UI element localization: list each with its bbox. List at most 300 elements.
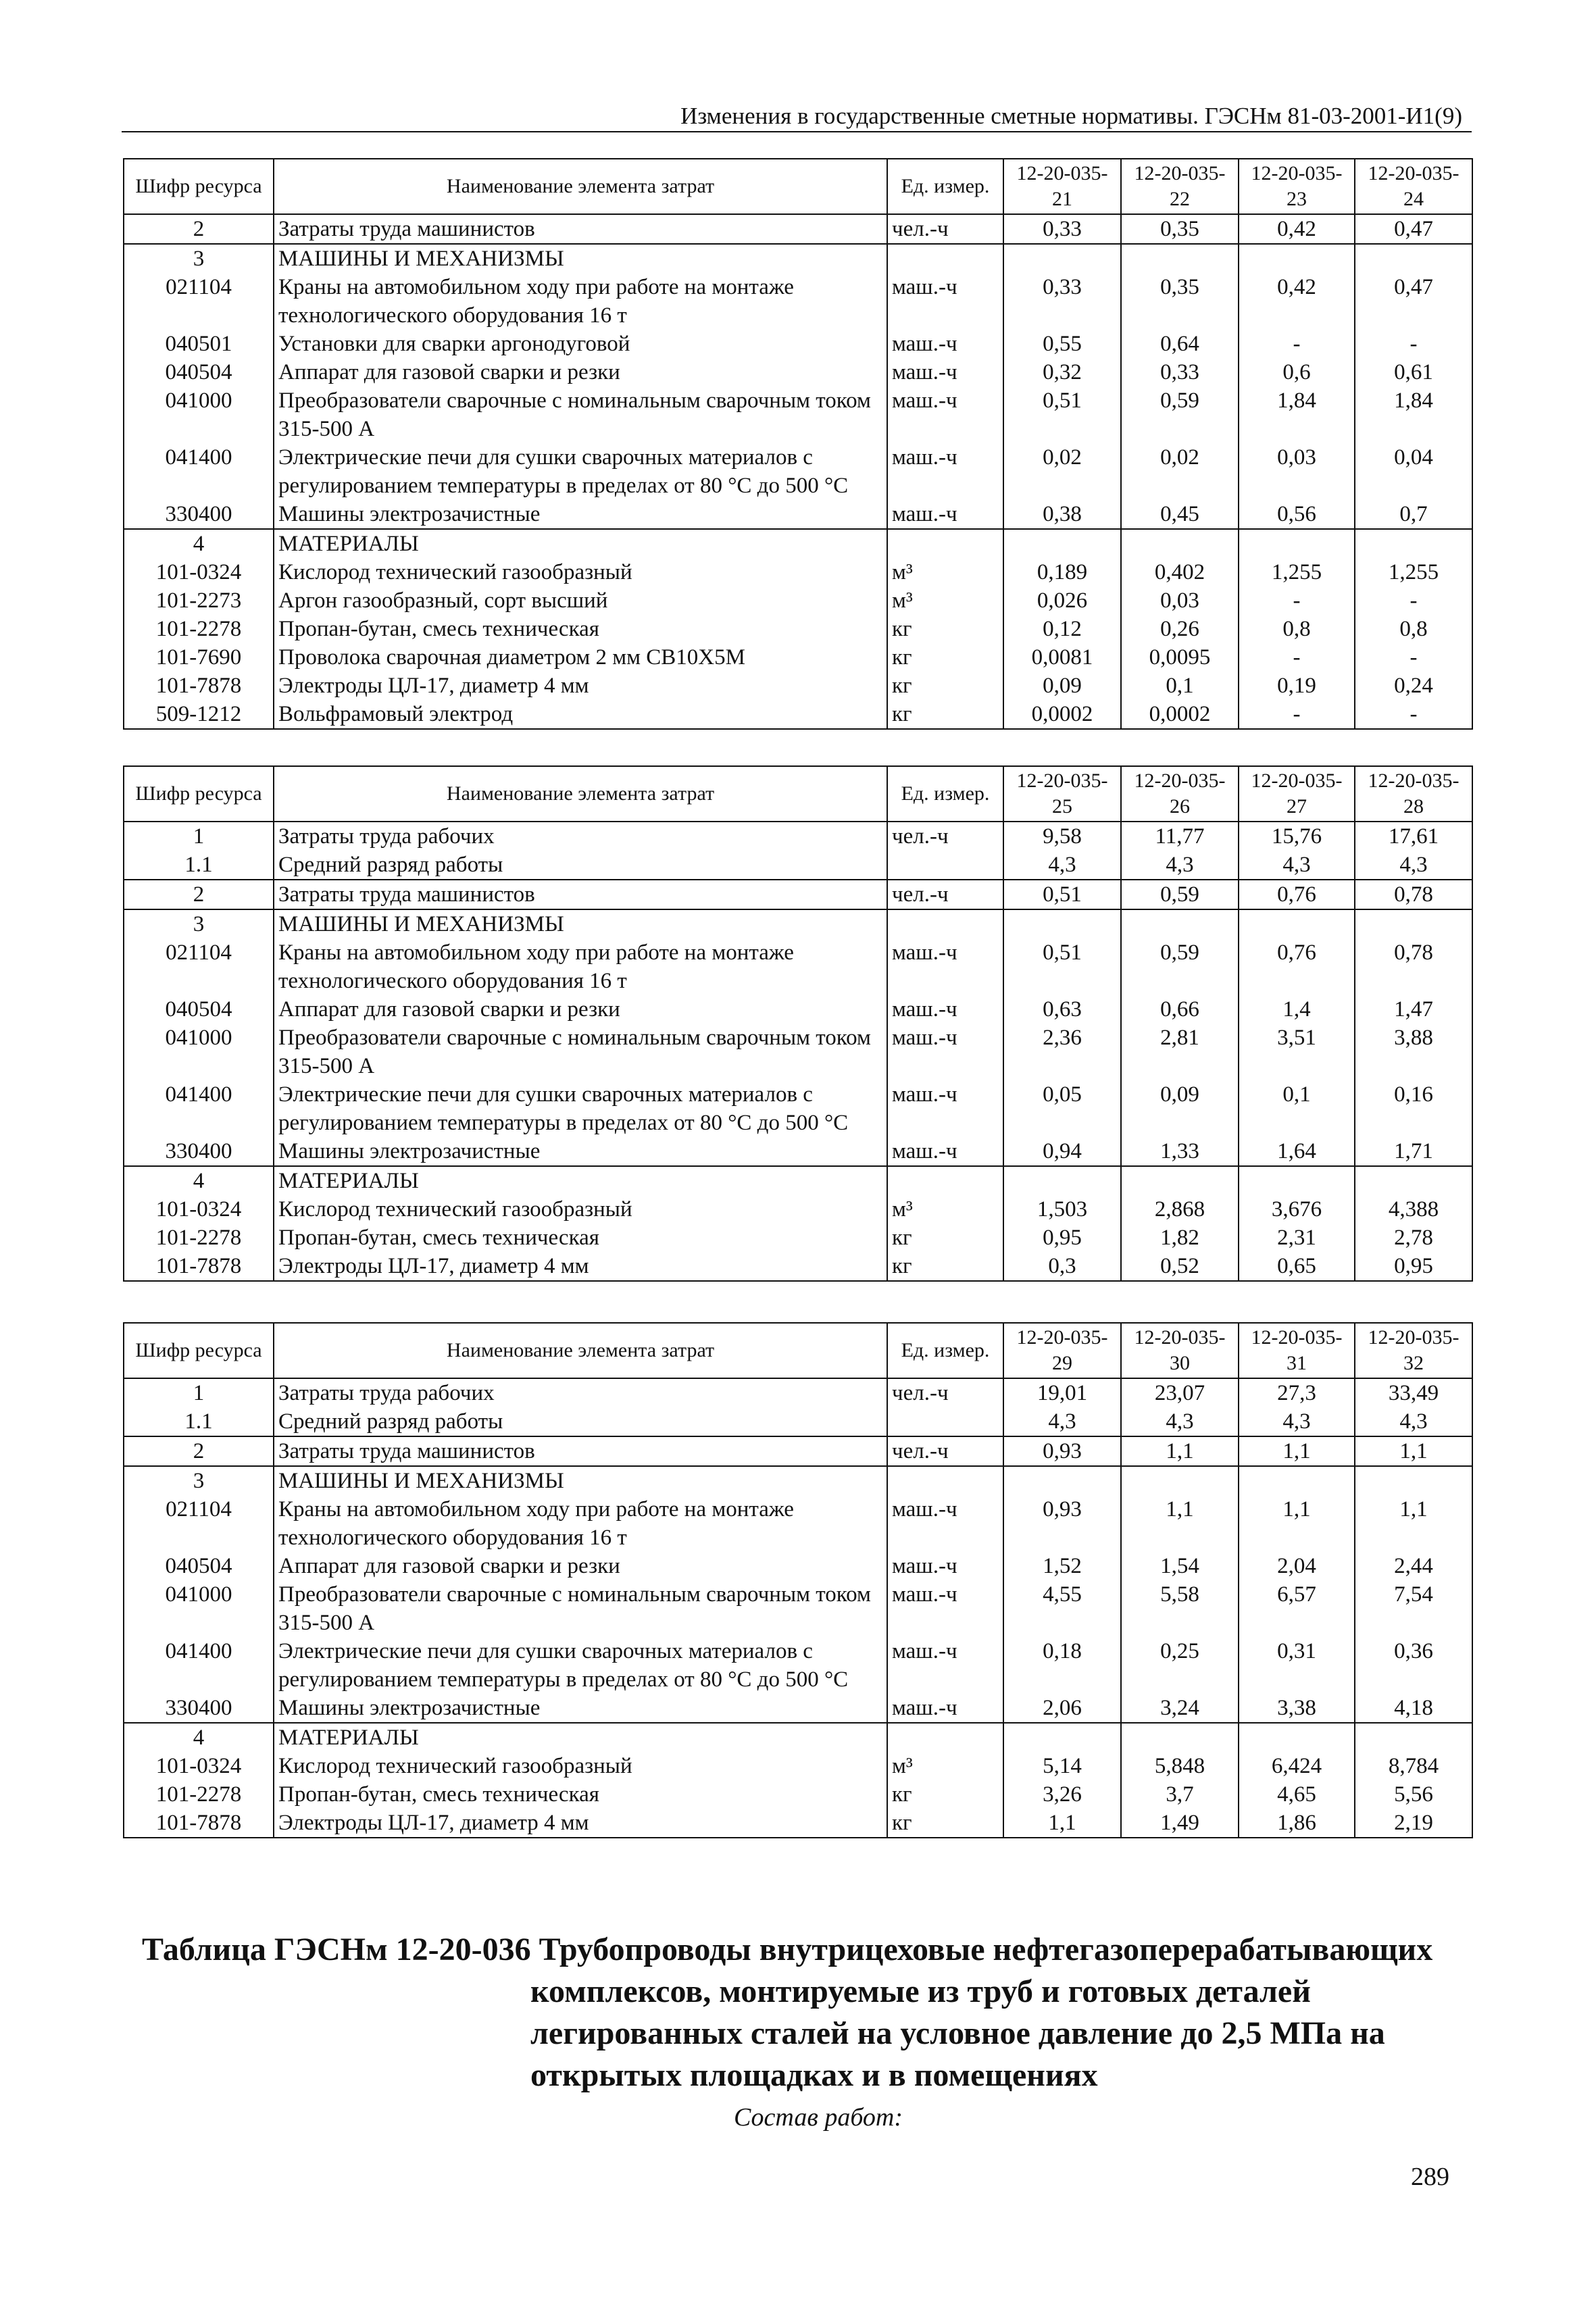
resource-code: 021104 [124, 938, 274, 995]
resource-name: Аргон газообразный, сорт высший [274, 586, 887, 615]
resource-code: 040504 [124, 1552, 274, 1580]
resource-code: 040501 [124, 330, 274, 358]
norm-value: 0,8 [1239, 615, 1355, 643]
resource-code: 041000 [124, 1024, 274, 1080]
resource-name: Машины электрозачистные [274, 1137, 887, 1166]
norm-value: 2,06 [1003, 1694, 1121, 1723]
norm-value: 6,57 [1239, 1580, 1355, 1637]
norm-value: 8,784 [1355, 1752, 1472, 1780]
resource-code: 101-2278 [124, 615, 274, 643]
resource-name: Электроды ЦЛ-17, диаметр 4 мм [274, 1809, 887, 1838]
norm-value: 4,18 [1355, 1694, 1472, 1723]
norm-value: 1,33 [1121, 1137, 1239, 1166]
norm-value [1121, 909, 1239, 938]
norm-value: 3,88 [1355, 1024, 1472, 1080]
table-row [124, 1552, 1472, 1580]
resource-name: Преобразователи сварочные с номинальным сварочным током 315-500 А [274, 1024, 887, 1080]
norm-value: 0,45 [1121, 500, 1239, 529]
unit-of-measure: чел.-ч [887, 1378, 1003, 1407]
table-row [124, 330, 1472, 358]
resource-code: 3 [124, 1466, 274, 1495]
norm-value: 0,09 [1121, 1080, 1239, 1137]
resource-table-3 [123, 1322, 1473, 1838]
col-header-unit: Ед. измер. [887, 159, 1003, 214]
norm-value: 2,04 [1239, 1552, 1355, 1580]
unit-of-measure: маш.-ч [887, 386, 1003, 443]
norm-value: 0,24 [1355, 672, 1472, 700]
unit-of-measure: чел.-ч [887, 1436, 1003, 1466]
norm-value: 0,36 [1355, 1637, 1472, 1694]
norm-value [1239, 1466, 1355, 1495]
unit-of-measure: м³ [887, 1195, 1003, 1224]
unit-of-measure: маш.-ч [887, 273, 1003, 330]
col-header-code: Шифр ресурса [124, 159, 274, 214]
table-row [124, 1195, 1472, 1224]
norm-value: 1,503 [1003, 1195, 1121, 1224]
norm-value: 5,14 [1003, 1752, 1121, 1780]
col-header-norm: 12-20-035-24 [1355, 159, 1472, 214]
norm-value: 1,255 [1355, 558, 1472, 586]
resource-name: МАТЕРИАЛЫ [274, 1723, 887, 1752]
resource-code: 1 [124, 822, 274, 851]
resource-code: 101-2278 [124, 1224, 274, 1252]
norm-value: 1,1 [1355, 1436, 1472, 1466]
resource-code: 4 [124, 529, 274, 558]
norm-value: 0,026 [1003, 586, 1121, 615]
resource-code: 2 [124, 1436, 274, 1466]
norm-value [1355, 529, 1472, 558]
resource-name: Преобразователи сварочные с номинальным сварочным током 315-500 А [274, 386, 887, 443]
table-row [124, 700, 1472, 729]
resource-code: 4 [124, 1723, 274, 1752]
norm-value: 4,3 [1239, 1407, 1355, 1436]
unit-of-measure [887, 1166, 1003, 1195]
table-row [124, 500, 1472, 529]
page-number: 289 [1411, 2163, 1449, 2191]
norm-value: 5,848 [1121, 1752, 1239, 1780]
norm-value: 0,26 [1121, 615, 1239, 643]
table-row [124, 1780, 1472, 1809]
resource-name: МАШИНЫ И МЕХАНИЗМЫ [274, 1466, 887, 1495]
col-header-norm: 12-20-035-31 [1239, 1323, 1355, 1378]
norm-value: 0,64 [1121, 330, 1239, 358]
unit-of-measure: кг [887, 643, 1003, 672]
norm-value: 0,78 [1355, 880, 1472, 909]
table-title-line-1: Таблица ГЭСНм 12-20-036 Трубопроводы внутрицеховые нефтегазоперерабатывающих [142, 1932, 1433, 1967]
norm-value [1003, 1466, 1121, 1495]
norm-value: 4,3 [1121, 1407, 1239, 1436]
resource-code: 330400 [124, 500, 274, 529]
col-header-name: Наименование элемента затрат [274, 766, 887, 822]
unit-of-measure: кг [887, 1252, 1003, 1281]
norm-value: 0,76 [1239, 880, 1355, 909]
col-header-code: Шифр ресурса [124, 1323, 274, 1378]
unit-of-measure [887, 1723, 1003, 1752]
unit-of-measure: кг [887, 672, 1003, 700]
norm-value: 0,51 [1003, 386, 1121, 443]
running-header: Изменения в государственные сметные нормативы. ГЭСНм 81-03-2001-И1(9) [122, 103, 1472, 132]
norm-value: 0,03 [1239, 443, 1355, 500]
norm-value: 15,76 [1239, 822, 1355, 851]
resource-name: Электроды ЦЛ-17, диаметр 4 мм [274, 672, 887, 700]
resource-code: 101-7690 [124, 643, 274, 672]
col-header-norm: 12-20-035-22 [1121, 159, 1239, 214]
norm-value: 0,12 [1003, 615, 1121, 643]
norm-value [1239, 529, 1355, 558]
norm-value [1003, 1166, 1121, 1195]
resource-name: Проволока сварочная диаметром 2 мм СВ10Х5М [274, 643, 887, 672]
norm-value [1121, 1723, 1239, 1752]
unit-of-measure: чел.-ч [887, 214, 1003, 244]
norm-value: - [1239, 700, 1355, 729]
norm-value: 2,19 [1355, 1809, 1472, 1838]
unit-of-measure: маш.-ч [887, 995, 1003, 1024]
norm-value [1003, 1723, 1121, 1752]
col-header-norm: 12-20-035-23 [1239, 159, 1355, 214]
resource-name: Затраты труда рабочих [274, 822, 887, 851]
norm-value: 0,0002 [1121, 700, 1239, 729]
resource-table-2 [123, 765, 1473, 1282]
resource-code: 4 [124, 1166, 274, 1195]
resource-name: Кислород технический газообразный [274, 1752, 887, 1780]
resource-name: Аппарат для газовой сварки и резки [274, 995, 887, 1024]
norm-value: 0,59 [1121, 386, 1239, 443]
unit-of-measure: кг [887, 1809, 1003, 1838]
norm-value: 1,47 [1355, 995, 1472, 1024]
table-row [124, 1252, 1472, 1281]
norm-value: 0,1 [1239, 1080, 1355, 1137]
norm-value [1121, 529, 1239, 558]
table-row [124, 1752, 1472, 1780]
norm-value: 2,36 [1003, 1024, 1121, 1080]
col-header-norm: 12-20-035-32 [1355, 1323, 1472, 1378]
norm-value: 0,0095 [1121, 643, 1239, 672]
norm-value: 0,93 [1003, 1495, 1121, 1552]
table-row [124, 1637, 1472, 1694]
unit-of-measure: маш.-ч [887, 1495, 1003, 1552]
norm-value: 19,01 [1003, 1378, 1121, 1407]
resource-name: Краны на автомобильном ходу при работе на монтаже технологического оборудования 16 т [274, 938, 887, 995]
resource-name: Электроды ЦЛ-17, диаметр 4 мм [274, 1252, 887, 1281]
norm-value: 4,3 [1239, 851, 1355, 880]
norm-value: 0,25 [1121, 1637, 1239, 1694]
table-row [124, 909, 1472, 938]
norm-value: 0,42 [1239, 214, 1355, 244]
norm-value: 0,04 [1355, 443, 1472, 500]
unit-of-measure: м³ [887, 558, 1003, 586]
table-title-continuation: комплексов, монтируемые из труб и готовых деталей легированных сталей на условное давление до 2,5 МПа на открытых площадках и в помещениях [530, 1973, 1385, 2093]
norm-value: 1,64 [1239, 1137, 1355, 1166]
norm-value: 0,7 [1355, 500, 1472, 529]
norm-value: 6,424 [1239, 1752, 1355, 1780]
unit-of-measure: маш.-ч [887, 443, 1003, 500]
resource-code: 330400 [124, 1694, 274, 1723]
norm-value [1239, 244, 1355, 273]
table-row [124, 273, 1472, 330]
col-header-name: Наименование элемента затрат [274, 159, 887, 214]
norm-value: 0,0081 [1003, 643, 1121, 672]
col-header-norm: 12-20-035-30 [1121, 1323, 1239, 1378]
norm-value: 4,65 [1239, 1780, 1355, 1809]
norm-value: 0,47 [1355, 214, 1472, 244]
norm-value: 1,71 [1355, 1137, 1472, 1166]
unit-of-measure: маш.-ч [887, 1080, 1003, 1137]
norm-value: 3,7 [1121, 1780, 1239, 1809]
table-row [124, 851, 1472, 880]
norm-value: 0,76 [1239, 938, 1355, 995]
norm-value: 27,3 [1239, 1378, 1355, 1407]
norm-value: - [1239, 586, 1355, 615]
norm-value: 2,868 [1121, 1195, 1239, 1224]
norm-value: 0,35 [1121, 273, 1239, 330]
resource-name: МАШИНЫ И МЕХАНИЗМЫ [274, 909, 887, 938]
resource-code: 1.1 [124, 1407, 274, 1436]
norm-value: 1,82 [1121, 1224, 1239, 1252]
table-row [124, 1166, 1472, 1195]
resource-name: Средний разряд работы [274, 851, 887, 880]
norm-value: 0,95 [1003, 1224, 1121, 1252]
table-row [124, 995, 1472, 1024]
table-row [124, 1407, 1472, 1436]
resource-table-1 [123, 158, 1473, 730]
table-row [124, 1694, 1472, 1723]
table-row [124, 822, 1472, 851]
norm-value: 0,47 [1355, 273, 1472, 330]
norm-value: 1,255 [1239, 558, 1355, 586]
norm-value: 7,54 [1355, 1580, 1472, 1637]
norm-value [1121, 244, 1239, 273]
resource-name: Электрические печи для сушки сварочных материалов с регулированием температуры в пределах от 80 °С до 500 °С [274, 1637, 887, 1694]
norm-value: 1,1 [1121, 1495, 1239, 1552]
norm-value [1355, 1166, 1472, 1195]
norm-value: 0,59 [1121, 880, 1239, 909]
table-row [124, 880, 1472, 909]
norm-value: 2,78 [1355, 1224, 1472, 1252]
norm-value: 3,24 [1121, 1694, 1239, 1723]
norm-value [1003, 244, 1121, 273]
unit-of-measure: маш.-ч [887, 500, 1003, 529]
norm-value: 9,58 [1003, 822, 1121, 851]
resource-name: Преобразователи сварочные с номинальным сварочным током 315-500 А [274, 1580, 887, 1637]
norm-value: 0,402 [1121, 558, 1239, 586]
norm-value: 4,55 [1003, 1580, 1121, 1637]
resource-name: МАТЕРИАЛЫ [274, 529, 887, 558]
norm-value: 0,56 [1239, 500, 1355, 529]
unit-of-measure: маш.-ч [887, 938, 1003, 995]
norm-value: 4,3 [1003, 1407, 1121, 1436]
col-header-norm: 12-20-035-25 [1003, 766, 1121, 822]
resource-name: Затраты труда рабочих [274, 1378, 887, 1407]
table-row [124, 244, 1472, 273]
norm-value: 1,1 [1239, 1495, 1355, 1552]
norm-value: 0,0002 [1003, 700, 1121, 729]
norm-value: 1,86 [1239, 1809, 1355, 1838]
table-row [124, 1137, 1472, 1166]
resource-code: 3 [124, 909, 274, 938]
norm-value: 1,84 [1239, 386, 1355, 443]
norm-value: 0,94 [1003, 1137, 1121, 1166]
norm-value: 0,16 [1355, 1080, 1472, 1137]
norm-value: - [1355, 330, 1472, 358]
table-row [124, 1436, 1472, 1466]
resource-code: 3 [124, 244, 274, 273]
resource-name: Пропан-бутан, смесь техническая [274, 1780, 887, 1809]
col-header-norm: 12-20-035-29 [1003, 1323, 1121, 1378]
table-row [124, 586, 1472, 615]
resource-name: Электрические печи для сушки сварочных материалов с регулированием температуры в пределах от 80 °С до 500 °С [274, 1080, 887, 1137]
norm-value: 0,32 [1003, 358, 1121, 386]
unit-of-measure: маш.-ч [887, 1580, 1003, 1637]
col-header-norm: 12-20-035-27 [1239, 766, 1355, 822]
resource-code: 021104 [124, 1495, 274, 1552]
table-row [124, 558, 1472, 586]
norm-value: - [1355, 643, 1472, 672]
norm-value: 4,3 [1355, 851, 1472, 880]
resource-code: 041400 [124, 1080, 274, 1137]
resource-name: Краны на автомобильном ходу при работе на монтаже технологического оборудования 16 т [274, 1495, 887, 1552]
norm-value: 1,52 [1003, 1552, 1121, 1580]
norm-value: 1,54 [1121, 1552, 1239, 1580]
unit-of-measure: маш.-ч [887, 1024, 1003, 1080]
resource-code: 040504 [124, 358, 274, 386]
table-row [124, 643, 1472, 672]
resource-code: 101-2278 [124, 1780, 274, 1809]
resource-code: 1 [124, 1378, 274, 1407]
norm-value: 0,65 [1239, 1252, 1355, 1281]
table-row [124, 214, 1472, 244]
table-row [124, 1466, 1472, 1495]
unit-of-measure: кг [887, 700, 1003, 729]
norm-value: 0,09 [1003, 672, 1121, 700]
table-row [124, 672, 1472, 700]
norm-value: 33,49 [1355, 1378, 1472, 1407]
resource-name: Затраты труда машинистов [274, 214, 887, 244]
resource-code: 040504 [124, 995, 274, 1024]
norm-value: 0,33 [1003, 214, 1121, 244]
norm-value: - [1355, 586, 1472, 615]
table-row [124, 443, 1472, 500]
unit-of-measure [887, 1407, 1003, 1436]
unit-of-measure: маш.-ч [887, 1637, 1003, 1694]
table-row [124, 938, 1472, 995]
norm-value: 0,66 [1121, 995, 1239, 1024]
norm-value: 0,35 [1121, 214, 1239, 244]
resource-code: 101-7878 [124, 672, 274, 700]
resource-name: Машины электрозачистные [274, 500, 887, 529]
resource-code: 101-0324 [124, 1752, 274, 1780]
norm-value: 0,31 [1239, 1637, 1355, 1694]
table-row [124, 358, 1472, 386]
col-header-name: Наименование элемента затрат [274, 1323, 887, 1378]
table-row [124, 529, 1472, 558]
norm-value: - [1239, 330, 1355, 358]
table-row [124, 1809, 1472, 1838]
resource-name: Машины электрозачистные [274, 1694, 887, 1723]
unit-of-measure [887, 1466, 1003, 1495]
unit-of-measure [887, 529, 1003, 558]
unit-of-measure [887, 244, 1003, 273]
resource-code: 101-2273 [124, 586, 274, 615]
norm-value [1121, 1166, 1239, 1195]
norm-value [1003, 909, 1121, 938]
col-header-unit: Ед. измер. [887, 1323, 1003, 1378]
unit-of-measure: кг [887, 1780, 1003, 1809]
resource-code: 041000 [124, 1580, 274, 1637]
norm-value: 1,1 [1239, 1436, 1355, 1466]
norm-value: 3,51 [1239, 1024, 1355, 1080]
col-header-code: Шифр ресурса [124, 766, 274, 822]
col-header-norm: 12-20-035-21 [1003, 159, 1121, 214]
resource-code: 101-7878 [124, 1809, 274, 1838]
norm-value: 3,676 [1239, 1195, 1355, 1224]
resource-name: МАТЕРИАЛЫ [274, 1166, 887, 1195]
norm-value [1355, 909, 1472, 938]
norm-value: 1,4 [1239, 995, 1355, 1024]
norm-value: 2,81 [1121, 1024, 1239, 1080]
norm-value: 5,56 [1355, 1780, 1472, 1809]
resource-name: Кислород технический газообразный [274, 558, 887, 586]
norm-value: 4,3 [1003, 851, 1121, 880]
table-row [124, 1580, 1472, 1637]
col-header-unit: Ед. измер. [887, 766, 1003, 822]
norm-value: 0,33 [1003, 273, 1121, 330]
resource-code: 1.1 [124, 851, 274, 880]
table-row [124, 1723, 1472, 1752]
norm-value: 0,93 [1003, 1436, 1121, 1466]
unit-of-measure: маш.-ч [887, 1137, 1003, 1166]
resource-code: 2 [124, 880, 274, 909]
norm-value: 1,1 [1121, 1436, 1239, 1466]
norm-value: 1,1 [1355, 1495, 1472, 1552]
norm-value: 11,77 [1121, 822, 1239, 851]
norm-value: 5,58 [1121, 1580, 1239, 1637]
unit-of-measure: м³ [887, 586, 1003, 615]
norm-value: 4,388 [1355, 1195, 1472, 1224]
resource-name: Вольфрамовый электрод [274, 700, 887, 729]
resource-name: Аппарат для газовой сварки и резки [274, 358, 887, 386]
norm-value: 0,51 [1003, 938, 1121, 995]
resource-name: Краны на автомобильном ходу при работе на монтаже технологического оборудования 16 т [274, 273, 887, 330]
norm-value [1355, 1466, 1472, 1495]
norm-value: 0,19 [1239, 672, 1355, 700]
unit-of-measure [887, 851, 1003, 880]
norm-value: 0,05 [1003, 1080, 1121, 1137]
unit-of-measure: кг [887, 615, 1003, 643]
norm-value: 0,78 [1355, 938, 1472, 995]
resource-code: 2 [124, 214, 274, 244]
resource-code: 330400 [124, 1137, 274, 1166]
norm-value [1121, 1466, 1239, 1495]
unit-of-measure: маш.-ч [887, 1694, 1003, 1723]
unit-of-measure [887, 909, 1003, 938]
norm-value: 0,52 [1121, 1252, 1239, 1281]
unit-of-measure: чел.-ч [887, 822, 1003, 851]
norm-value [1239, 1166, 1355, 1195]
resource-name: Затраты труда машинистов [274, 880, 887, 909]
table-title [142, 1929, 1466, 2096]
norm-value: 2,31 [1239, 1224, 1355, 1252]
table-row [124, 615, 1472, 643]
norm-value: 0,59 [1121, 938, 1239, 995]
norm-value: 0,51 [1003, 880, 1121, 909]
norm-value [1239, 909, 1355, 938]
norm-value [1355, 244, 1472, 273]
norm-value: 0,55 [1003, 330, 1121, 358]
norm-value: 3,26 [1003, 1780, 1121, 1809]
norm-value: 0,63 [1003, 995, 1121, 1024]
unit-of-measure: м³ [887, 1752, 1003, 1780]
norm-value: 0,18 [1003, 1637, 1121, 1694]
